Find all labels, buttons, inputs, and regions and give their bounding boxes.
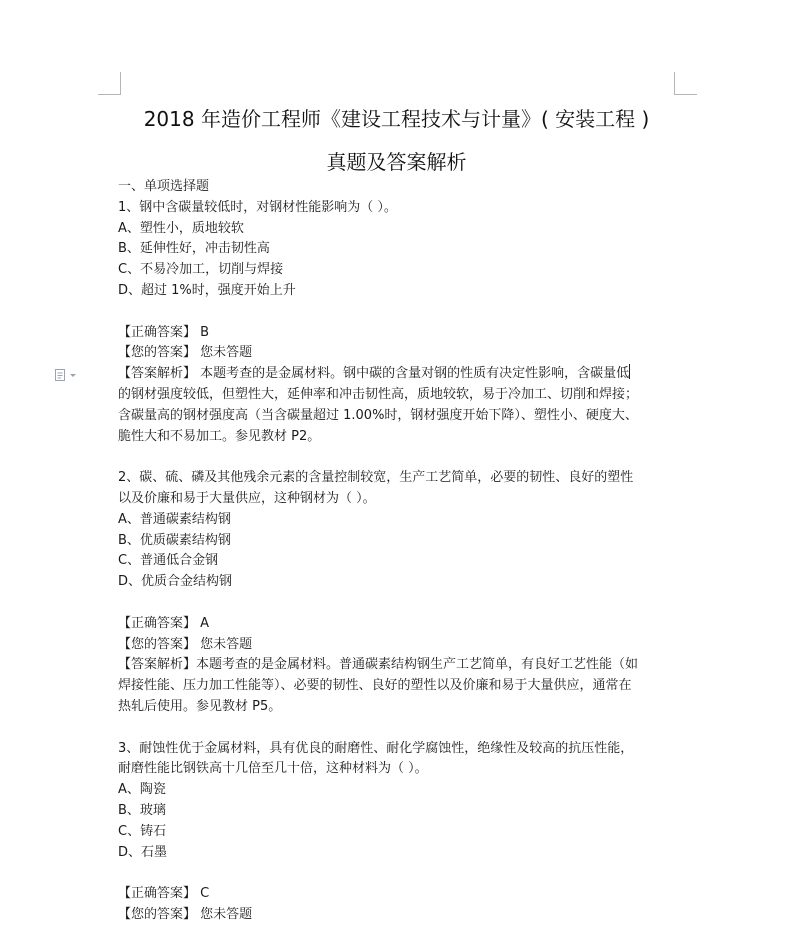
your-answer-value: 您未答题 (200, 636, 253, 652)
blank-line (118, 447, 678, 468)
page-corner-marker-top-left (98, 72, 121, 95)
text-cursor (629, 364, 630, 379)
question-1-stem-line-1: 1、钢中含碳量较低时，对钢材性能影响为（ ）。 (118, 199, 397, 215)
blank-line (118, 863, 678, 884)
correct-answer-value: C (200, 886, 210, 902)
question-1-option-c: C、不易冷加工，切削与焊接 (118, 262, 284, 278)
question-1-analysis-line-1 (118, 364, 678, 385)
page-corner-marker-top-right (674, 72, 697, 95)
question-1-correct-answer (118, 323, 678, 344)
your-answer-label: 【您的答案】 (118, 345, 197, 361)
document-body[interactable] (118, 177, 678, 926)
question-1-analysis-line-4: 脆性大和不易加工。参见教材 P2。 (118, 428, 321, 444)
question-3-stem-line-2: 耐磨性能比钢铁高十几倍至几十倍，这种材料为（ ）。 (118, 761, 428, 777)
question-2-stem-line-1: 2、碳、硫、磷及其他残余元素的含量控制较宽，生产工艺简单，必要的韧性、良好的塑性 (118, 470, 634, 486)
question-3-option-b: B、玻璃 (118, 802, 166, 818)
section-heading: 一、单项选择题 (118, 179, 210, 194)
question-2-option-b: B、优质碳素结构钢 (118, 532, 231, 548)
correct-answer-value: B (200, 324, 210, 340)
question-1-option-d: D、超过 1%时，强度开始上升 (118, 282, 296, 298)
analysis-label: 【答案解析】 (118, 366, 197, 382)
question-3-option-c: C、铸石 (118, 823, 167, 839)
your-answer-label: 【您的答案】 (118, 636, 197, 652)
question-1-option-a: A、塑性小，质地较软 (118, 220, 244, 236)
your-answer-label: 【您的答案】 (118, 906, 197, 922)
question-2-option-c: C、普通低合金钢 (118, 553, 219, 569)
question-3-your-answer (118, 905, 678, 926)
analysis-text: 本题考查的是金属材料。钢中碳的含量对钢的性质有决定性影响，含碳量低 (196, 366, 630, 382)
question-3-option-d: D、石墨 (118, 844, 168, 860)
question-1-your-answer (118, 343, 678, 364)
question-3-correct-answer (118, 884, 678, 905)
document-title-line-1: 2018 年造价工程师《建设工程技术与计量》( 安装工程 ) (143, 107, 650, 131)
question-1-analysis-line-3: 含碳量高的钢材强度高（当含碳量超过 1.00%时，钢材强度开始下降）、塑性小、硬度大、 (118, 407, 638, 423)
question-2-analysis-line-1 (118, 655, 678, 676)
question-2-analysis-line-2: 焊接性能、压力加工性能等）、必要的韧性、良好的塑性以及价廉和易于大量供应，通常在 (118, 678, 632, 694)
blank-line (118, 718, 678, 739)
paragraph-options-icon[interactable] (54, 367, 78, 381)
analysis-label: 【答案解析】 (118, 657, 197, 673)
question-2-analysis-line-3: 热轧后使用。参见教材 P5。 (118, 698, 282, 714)
correct-answer-label: 【正确答案】 (118, 615, 197, 631)
question-3-stem-line-1: 3、耐蚀性优于金属材料，具有优良的耐磨性、耐化学腐蚀性，绝缘性及较高的抗压性能， (118, 740, 634, 756)
question-2-your-answer (118, 635, 678, 656)
document-title-line-2: 真题及答案解析 (326, 150, 467, 174)
correct-answer-label: 【正确答案】 (118, 886, 197, 902)
question-3-option-a: A、陶瓷 (118, 782, 166, 798)
question-2-stem-line-2: 以及价廉和易于大量供应，这种钢材为（ ）。 (118, 490, 376, 506)
your-answer-value: 您未答题 (200, 906, 253, 922)
question-2-option-a: A、普通碳素结构钢 (118, 511, 231, 527)
correct-answer-label: 【正确答案】 (118, 324, 197, 340)
blank-line (118, 593, 678, 614)
blank-line (118, 302, 678, 323)
question-2-option-d: D、优质合金结构钢 (118, 574, 233, 590)
question-1-option-b: B、延伸性好，冲击韧性高 (118, 241, 270, 257)
your-answer-value: 您未答题 (200, 345, 253, 361)
correct-answer-value: A (200, 615, 210, 631)
analysis-text: 本题考查的是金属材料。普通碳素结构钢生产工艺简单，有良好工艺性能（如 (196, 657, 639, 673)
question-2-correct-answer (118, 614, 678, 635)
question-1-analysis-line-2: 的钢材强度较低，但塑性大，延伸率和冲击韧性高，质地较软，易于冷加工、切削和焊接； (118, 386, 639, 402)
